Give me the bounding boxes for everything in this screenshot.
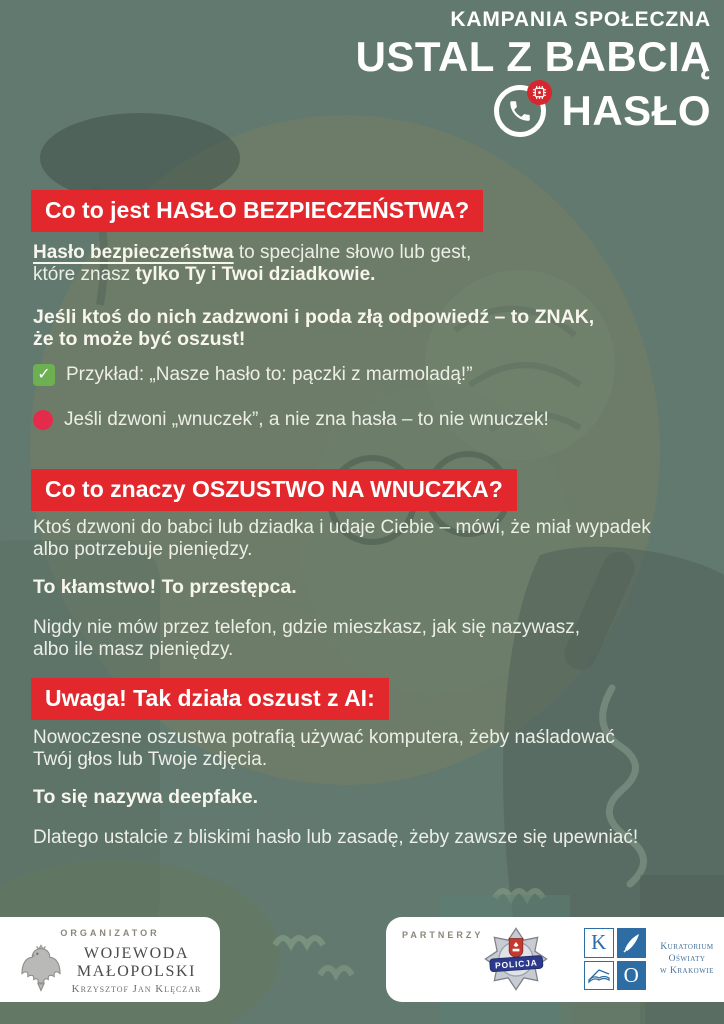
ai-chip-icon — [527, 80, 552, 105]
kuratorium-logo — [584, 928, 721, 990]
polish-eagle-emblem-icon — [19, 941, 63, 998]
s3-p1-line2: Twój głos lub Twoje zdjęcia. — [33, 749, 268, 770]
section2-paragraph2 — [33, 617, 580, 661]
section3-heading-text: Uwaga! Tak działa oszust z AI: — [45, 685, 375, 711]
campaign-kicker: KAMPANIA SPOŁECZNA — [450, 8, 711, 31]
poster-title-row — [356, 85, 711, 137]
section2-heading-text: Co to znaczy OSZUSTWO NA WNUCZKA? — [45, 476, 503, 502]
ko-logo-grid-icon — [584, 928, 646, 990]
check-glyph: ✓ — [37, 366, 51, 383]
phone-handset-icon — [494, 85, 546, 137]
s3-p2-line1: Dlatego ustalcie z bliskimi hasło lub zasadę, żeby zawsze się upewniać! — [33, 827, 639, 848]
s3-emphasis-text: To się nazywa deepfake. — [33, 786, 259, 808]
kuratorium-text-line1: Kuratorium — [660, 942, 714, 952]
example-bullet — [33, 364, 473, 386]
s2-p2-line1: Nigdy nie mów przez telefon, gdzie mieszkasz, jak się nazywasz, — [33, 617, 581, 638]
ko-book-icon — [584, 961, 614, 991]
section3-heading — [31, 678, 389, 720]
s2-p1-line1: Ktoś dzwoni do babci lub dziadka i udaje Ciebie – mówi, że miał wypadek — [33, 517, 651, 538]
s3-p1-line1: Nowoczesne oszustwa potrafią używać komputera, żeby naśladować — [33, 727, 615, 748]
haslo-term: Hasło bezpieczeństwa — [33, 242, 234, 263]
ko-letter-k: K — [584, 928, 614, 958]
poster-title-line1: USTAL Z BABCIĄ — [355, 33, 711, 80]
header — [356, 8, 711, 137]
kuratorium-text-line2: Oświaty — [668, 954, 706, 964]
section2-paragraph1 — [33, 517, 651, 561]
partners-label: PARTNERZY — [402, 930, 484, 940]
check-icon — [33, 364, 55, 386]
section2-emphasis — [33, 576, 297, 598]
intro-line2-plain: które znasz — [33, 264, 136, 285]
organizer-label: ORGANIZATOR — [60, 928, 160, 938]
alert-bullet — [33, 409, 549, 431]
section1-intro — [33, 242, 471, 286]
example-bullet-text: Przykład: „Nasze hasło to: pączki z marmoladą!” — [66, 364, 473, 385]
intro-line2-bold: tylko Ty i Twoi dziadkowie. — [135, 264, 376, 285]
section3-paragraph2 — [33, 827, 638, 849]
ko-letter-o: O — [617, 961, 647, 991]
section3-emphasis — [33, 786, 258, 808]
intro-rest: to specjalne słowo lub gest, — [233, 242, 472, 263]
poster-title-line2: HASŁO — [561, 87, 711, 135]
organizer-person: Krzysztof Jan Klęczar — [71, 982, 202, 995]
warning-line2: że to może być oszust! — [33, 328, 246, 350]
section2-heading — [31, 469, 517, 511]
partners-card — [386, 917, 724, 1002]
organizer-name-line1: WOJEWODA — [83, 944, 190, 962]
section1-warning — [33, 306, 594, 350]
police-badge-icon — [482, 925, 550, 998]
alert-bullet-text: Jeśli dzwoni „wnuczek”, a nie zna hasła – to nie wnuczek! — [64, 409, 549, 430]
s2-p2-line2: albo ile masz pieniędzy. — [33, 639, 234, 660]
organizer-card — [0, 917, 220, 1002]
police-badge-text: POLICJA — [494, 957, 539, 971]
section1-heading — [31, 190, 483, 232]
section1-heading-text: Co to jest HASŁO BEZPIECZEŃSTWA? — [45, 197, 470, 223]
section3-paragraph1 — [33, 727, 615, 771]
s2-p1-line2: albo potrzebuje pieniędzy. — [33, 539, 253, 560]
s2-emphasis-text: To kłamstwo! To przestępca. — [33, 576, 297, 598]
warning-line1: Jeśli ktoś do nich zadzwoni i poda złą odpowiedź – to ZNAK, — [33, 306, 595, 328]
organizer-name — [72, 945, 202, 981]
ko-quill-icon — [617, 928, 647, 958]
kuratorium-text — [653, 941, 721, 977]
kuratorium-text-line3: w Krakowie — [660, 966, 714, 976]
organizer-name-line2: MAŁOPOLSKI — [76, 962, 197, 980]
alert-dot-icon — [33, 410, 53, 430]
